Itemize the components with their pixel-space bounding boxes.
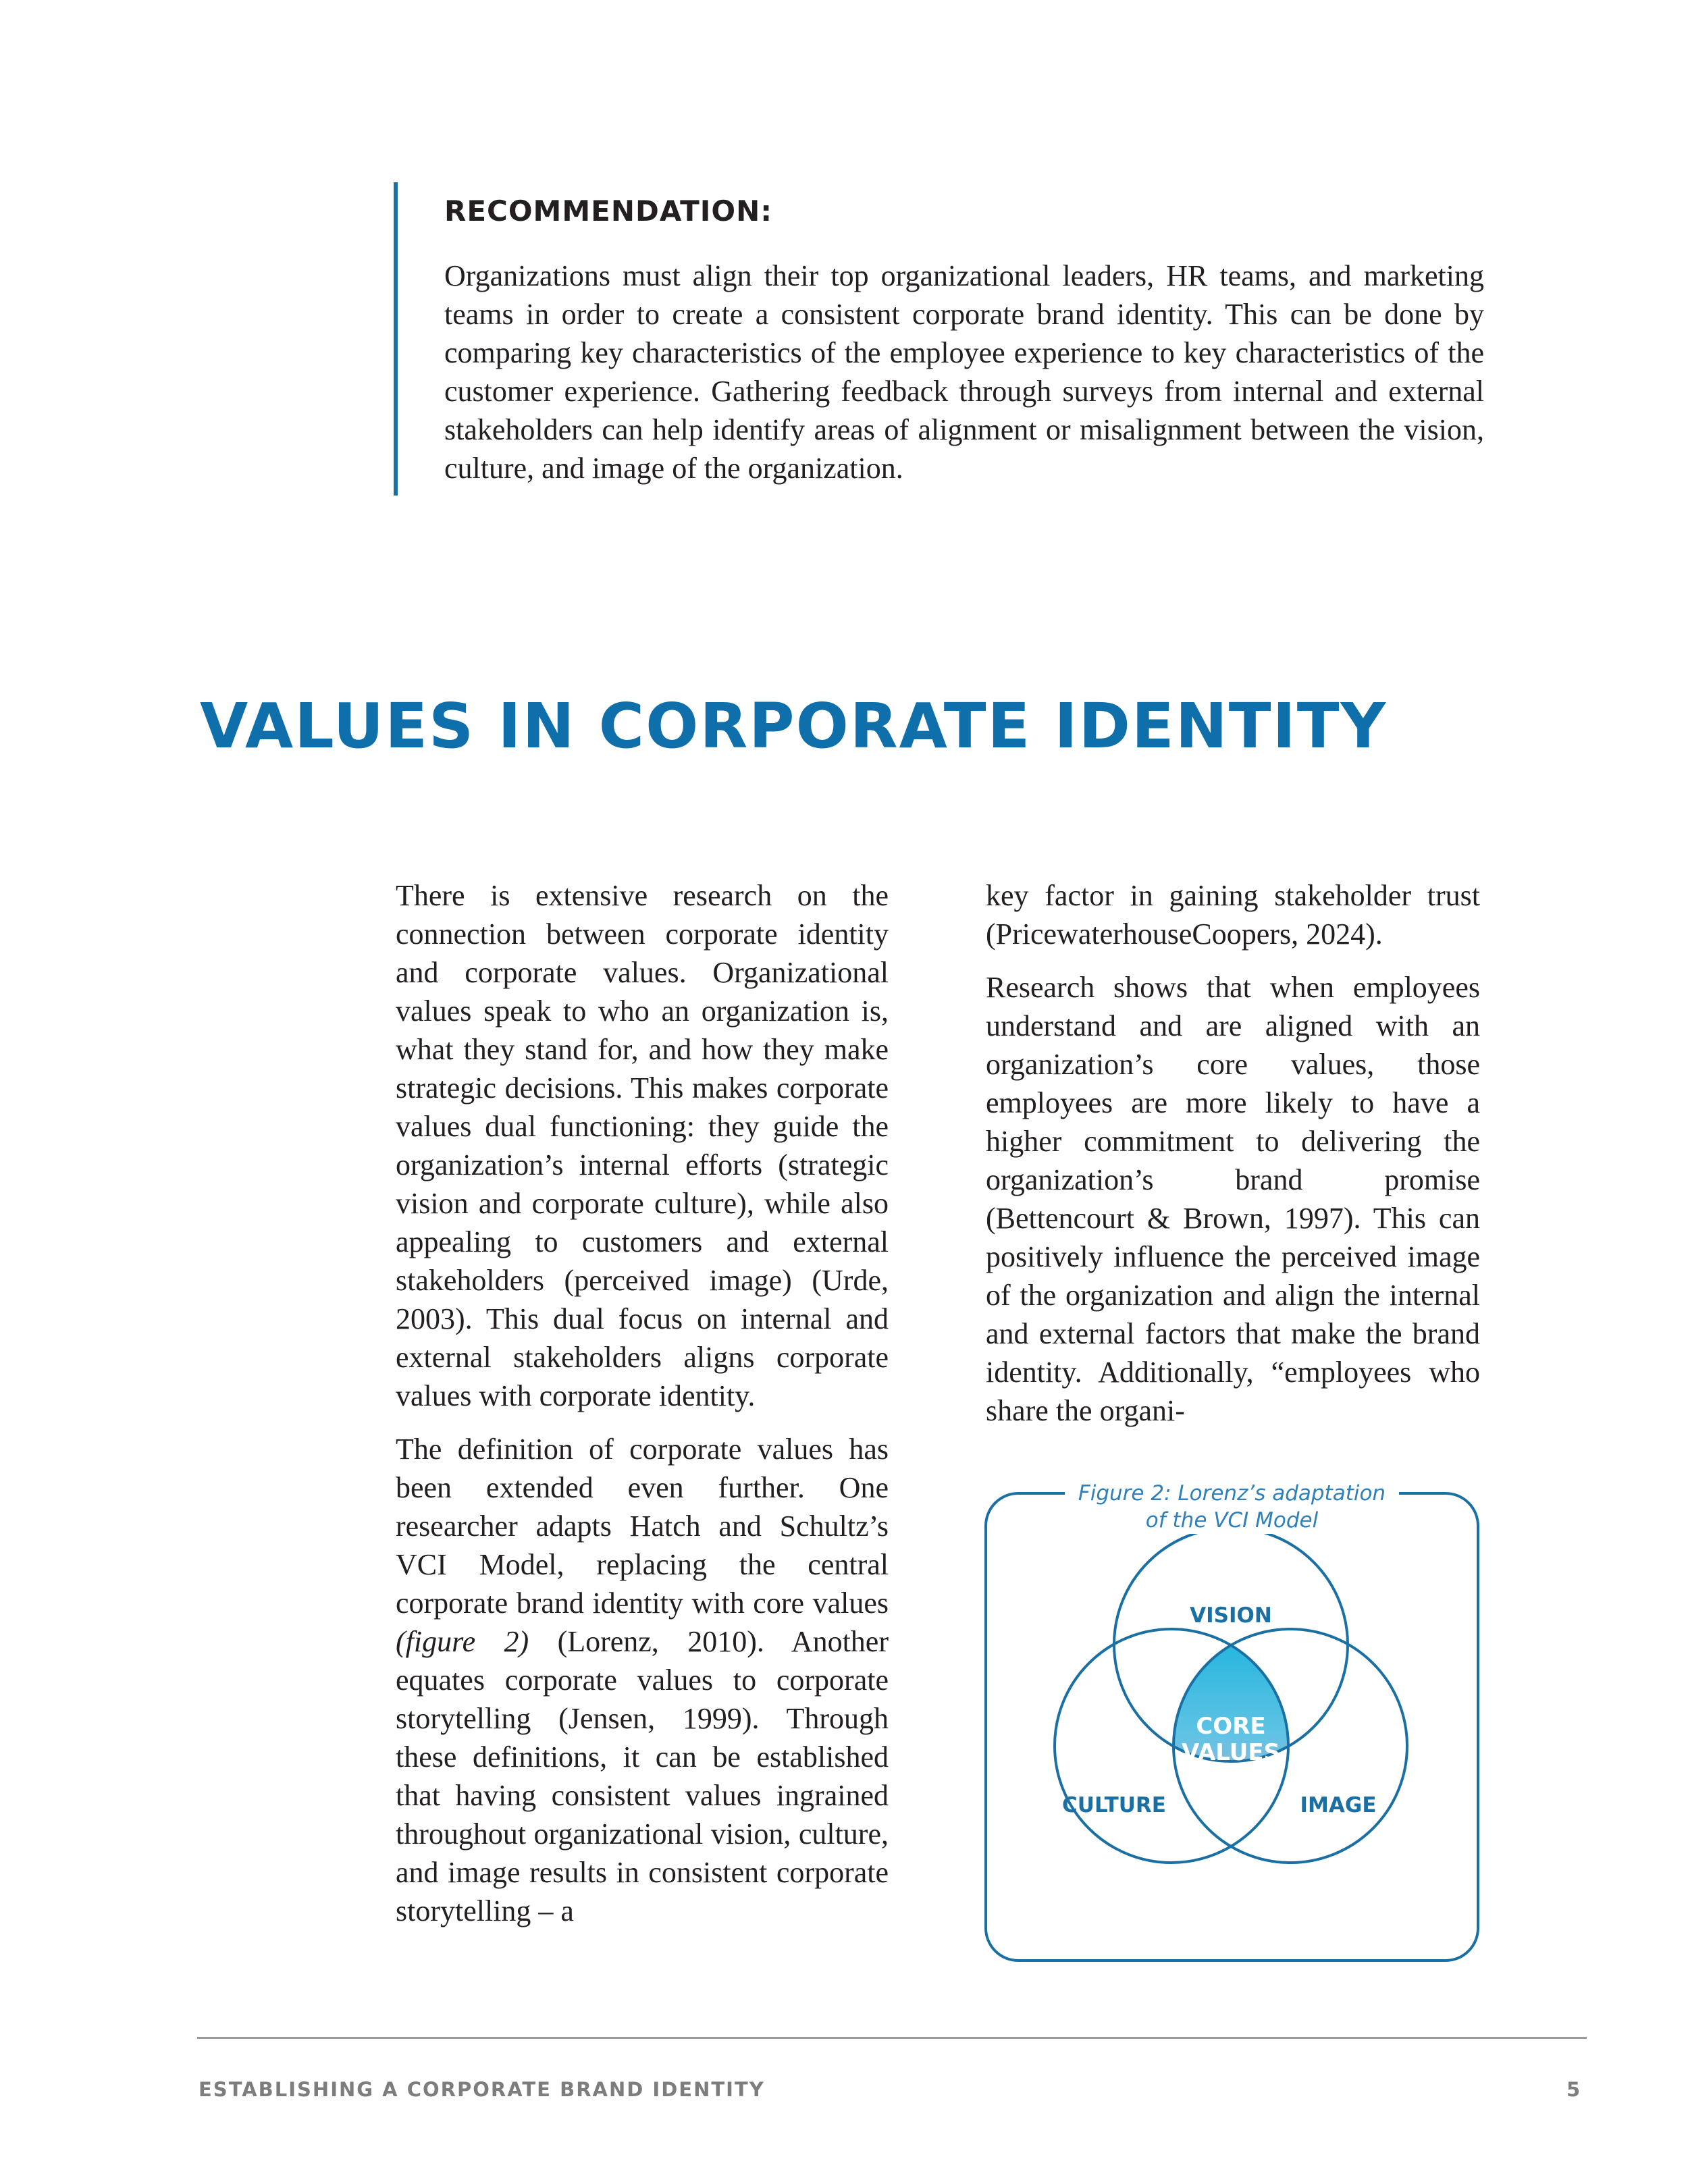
figure-caption	[1065, 1480, 1399, 1534]
image-label: IMAGE	[1300, 1793, 1377, 1817]
left-paragraph-2-start: The definition of corporate values has been extended even further. One researcher adapts Hatch and Schultz’s VCI Model, replacing the central corporate brand identity with core values	[396, 1433, 889, 1620]
right-column	[986, 876, 1480, 1445]
footer-divider	[197, 2037, 1587, 2039]
right-paragraph-2: Research shows that when employees understand and are aligned with an organization’s core values, those employees are more likely to have a higher commitment to delivering the organization’s brand promise (Bettencourt & Brown, 1997). This can positively influence the perceived image of the organization and align the internal and external factors that make the brand identity. Additionally, “employees who share the organi-	[986, 971, 1480, 1427]
figure-reference: (figure 2)	[396, 1625, 529, 1658]
vci-model-figure	[984, 1476, 1480, 1963]
figure-caption-line1: Figure 2: Lorenz’s adaptation	[1078, 1481, 1386, 1506]
footer-title: ESTABLISHING A CORPORATE BRAND IDENTITY	[199, 2078, 765, 2101]
core-label-line2: VALUES	[1181, 1739, 1281, 1766]
left-column	[396, 876, 889, 1945]
recommendation-accent-bar	[394, 182, 398, 496]
core-label-line1: CORE	[1196, 1713, 1266, 1740]
recommendation-heading: RECOMMENDATION:	[444, 194, 773, 228]
page-number: 5	[1566, 2078, 1581, 2101]
left-paragraph-2-end: (Lorenz, 2010). Another equates corporate values to corporate storytelling (Jensen, 1999). Through these definitions, it can be established that having consistent values ingrained throughout organizational vision, culture, and image results in consistent corporate storytelling – a	[396, 1625, 889, 1927]
culture-label: CULTURE	[1062, 1793, 1166, 1817]
left-paragraph-1: There is extensive research on the connection between corporate identity and corporate values. Organizational values speak to who an organization is, what they stand for, and how they make strategic decisions. This makes corporate values dual functioning: they guide the organization’s internal efforts (strategic vision and corporate culture), while also appealing to customers and external stakeholders (perceived image) (Urde, 2003). This dual focus on internal and external stakeholders aligns corporate values with corporate identity.	[396, 879, 889, 1412]
left-paragraph-2	[396, 1430, 889, 1930]
vision-label: VISION	[1190, 1603, 1272, 1628]
section-title: VALUES IN CORPORATE IDENTITY	[200, 690, 1388, 762]
figure-caption-line2: of the VCI Model	[1145, 1508, 1319, 1533]
right-paragraph-1: key factor in gaining stakeholder trust (PricewaterhouseCoopers, 2024).	[986, 879, 1480, 951]
vci-venn-diagram	[984, 1476, 1480, 1963]
recommendation-body: Organizations must align their top organizational leaders, HR teams, and marketing teams in order to create a consistent corporate brand identity. This can be done by comparing key characteristics of the employee experience to key characteristics of the customer experience. Gathering feedback through surveys from internal and external stakeholders can help identify areas of alignment or misalignment between the vision, culture, and image of the organization.	[444, 259, 1484, 485]
